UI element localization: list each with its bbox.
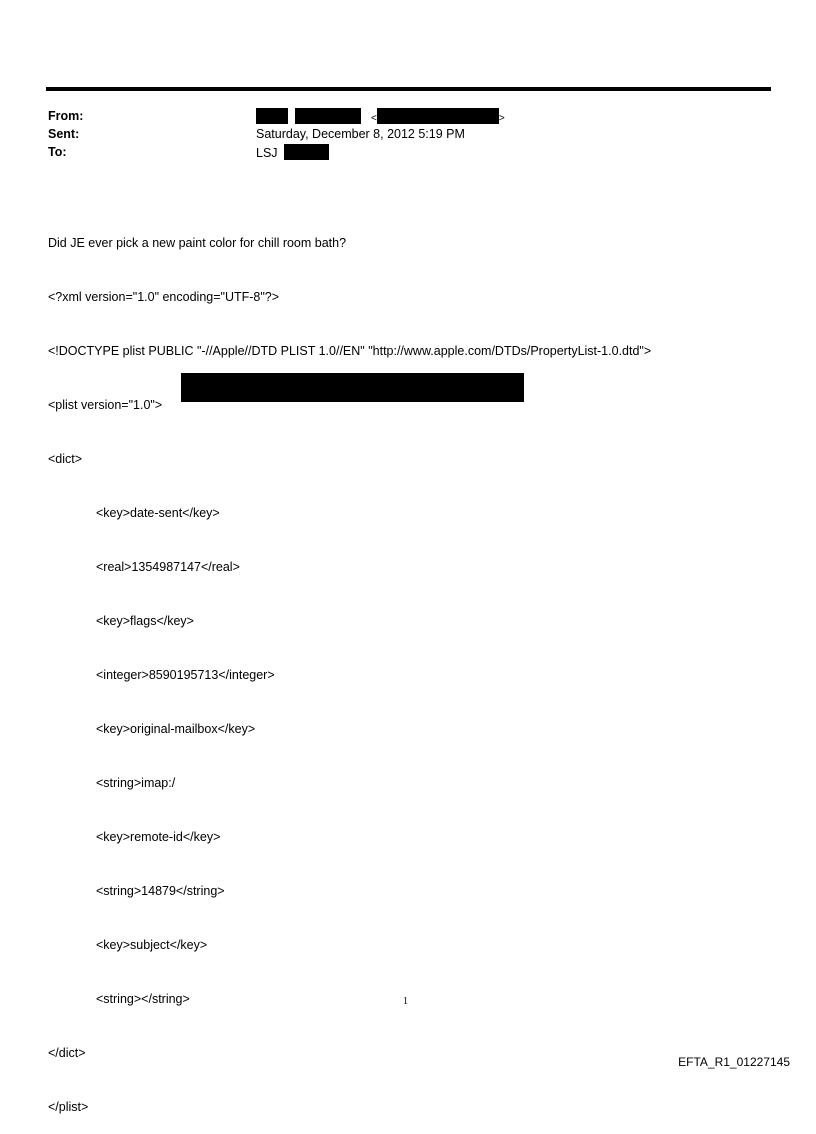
body-line: <key>original-mailbox</key> [96, 722, 256, 736]
body-line: <key>flags</key> [96, 614, 194, 628]
body-line: <string>14879</string> [96, 884, 225, 898]
body-line: </dict> [48, 1046, 86, 1060]
to-label: To: [48, 145, 67, 159]
redaction-block [377, 108, 499, 124]
to-value [256, 144, 329, 161]
to-name: LSJ [256, 146, 278, 160]
body-line: Did JE ever pick a new paint color for chill room bath? [48, 236, 347, 250]
body-line: <plist version="1.0"> [48, 398, 163, 412]
body-line: <dict> [48, 452, 83, 466]
body-line: <real>1354987147</real> [96, 560, 240, 574]
body-line: <string>imap:/ [96, 776, 176, 790]
page-number: 1 [403, 996, 408, 1007]
body-line: <string></string> [96, 992, 190, 1006]
from-gt: > [498, 113, 505, 124]
redaction-block [181, 373, 524, 402]
bates-number: EFTA_R1_01227145 [678, 1055, 790, 1069]
redaction-block [295, 108, 361, 124]
body-line: <key>subject</key> [96, 938, 208, 952]
from-lt: < [370, 113, 377, 124]
email-body [48, 198, 651, 1134]
body-line: <key>remote-id</key> [96, 830, 221, 844]
header-rule [46, 87, 771, 91]
sent-label: Sent: [48, 127, 80, 141]
body-line: <?xml version="1.0" encoding="UTF-8"?> [48, 290, 280, 304]
body-line: <!DOCTYPE plist PUBLIC "-//Apple//DTD PLIST 1.0//EN" "http://www.apple.com/DTDs/PropertyList-1.0.dtd"> [48, 344, 652, 358]
from-value [256, 108, 505, 127]
from-label: From: [48, 109, 84, 123]
body-line: </plist> [48, 1100, 89, 1114]
body-line: <integer>8590195713</integer> [96, 668, 275, 682]
sent-value: Saturday, December 8, 2012 5:19 PM [256, 127, 465, 141]
body-line: <key>date-sent</key> [96, 506, 220, 520]
redaction-block [284, 144, 329, 160]
redaction-block [256, 108, 288, 124]
